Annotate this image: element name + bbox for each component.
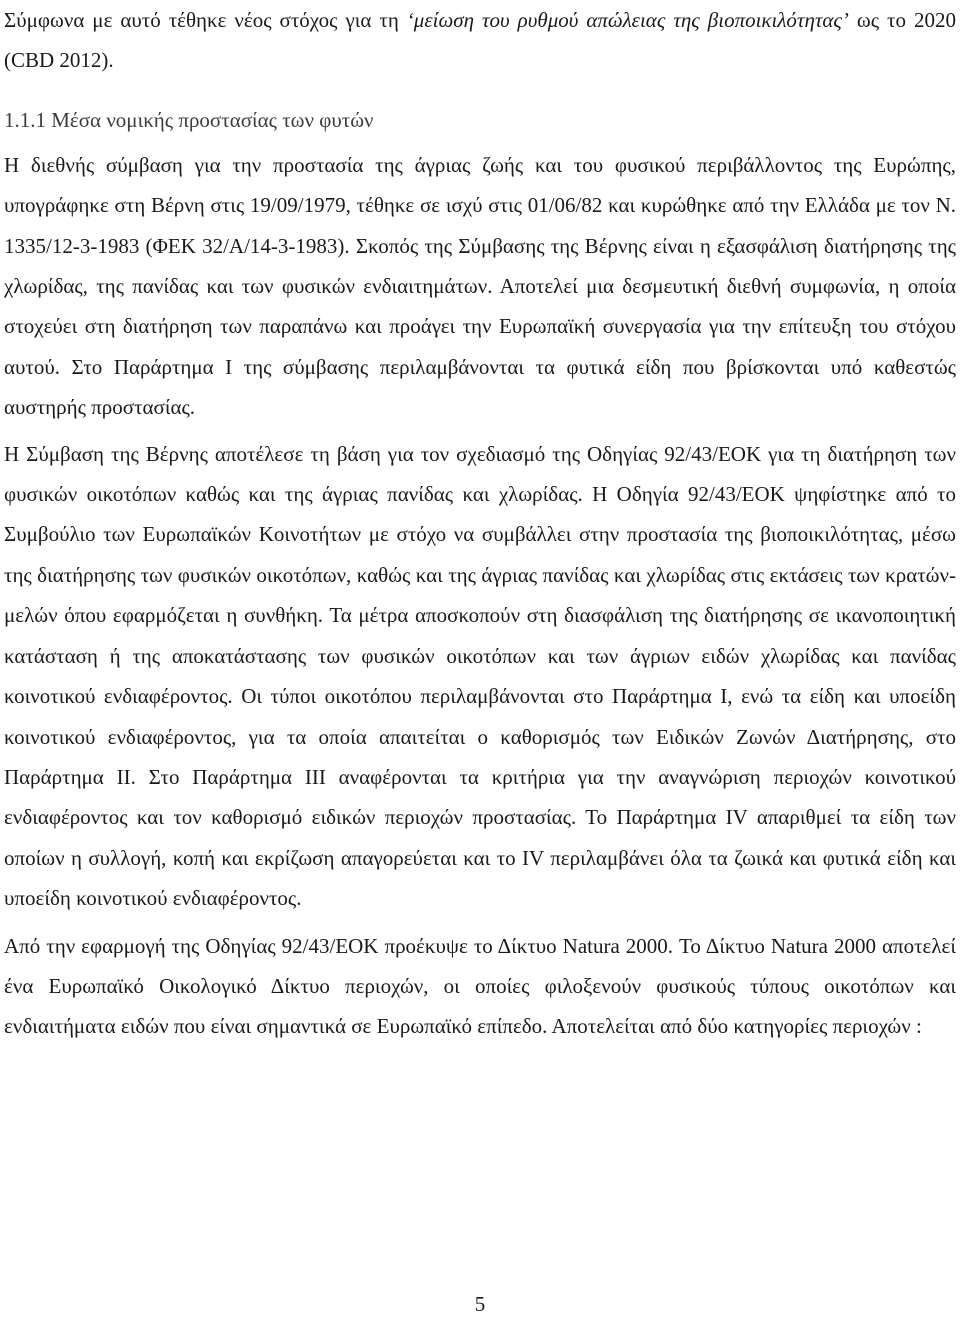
section-heading: 1.1.1 Μέσα νομικής προστασίας των φυτών	[4, 107, 374, 132]
paragraph-natura-network: Από την εφαρμογή της Οδηγίας 92/43/ΕΟΚ προέκυψε το Δίκτυο Natura 2000. Το Δίκτυο Natura 2000 αποτελεί ένα Ευρωπαϊκό Οικολογικό Δίκτυο περιοχών, οι οποίες φιλοξενούν φυσικούς τύπους οικοτόπων και ενδιαιτήματα ειδών που είναι σημαντικά σε Ευρωπαϊκό επίπεδο. Αποτελείται από δύο κατηγορίες περιοχών :	[4, 933, 956, 1039]
intro-text-a: Σύμφωνα με αυτό τέθηκε νέος στόχος για τη	[4, 8, 407, 32]
intro-text-b: ως το 2020 (CBD 2012).	[4, 8, 956, 73]
paragraph-bern-convention: Η διεθνής σύμβαση για την προστασία της άγριας ζωής και του φυσικού περιβάλλοντος της Ευρώπης, υπογράφηκε στη Βέρνη στις 19/09/1979, τέθηκε σε ισχύ στις 01/06/82 και κυρώθηκε από την Ελλάδα με τον Ν. 1335/12-3-1983 (ΦΕΚ 32/Α/14-3-1983). Σκοπός της Σύμβασης της Βέρνης είναι η εξασφάλιση διατήρησης της χλωρίδας, της πανίδας και των φυσικών ενδιαιτημάτων. Αποτελεί μια δεσμευτική διεθνή συμφωνία, η οποία στοχεύει στη διατήρηση των παραπάνω και προάγει την Ευρωπαϊκή συνεργασία για την επίτευξη του στόχου αυτού. Στο Παράρτημα Ι της σύμβασης περιλαμβάνονται τα φυτικά είδη που βρίσκονται υπό καθεστώς αυστηρής προστασίας.	[4, 152, 956, 420]
intro-italic-phrase: ‘μείωση του ρυθμού απώλειας της βιοποικιλότητας’	[406, 8, 849, 32]
document-page	[4, 0, 956, 1047]
page-number: 5	[474, 1292, 486, 1316]
paragraph-habitats-directive: Η Σύμβαση της Βέρνης αποτέλεσε τη βάση για τον σχεδιασμό της Οδηγίας 92/43/ΕΟΚ για τη διατήρηση των φυσικών οικοτόπων καθώς και της άγριας πανίδας και χλωρίδας. Η Οδηγία 92/43/ΕΟΚ ψηφίστηκε από το Συμβούλιο των Ευρωπαϊκών Κοινοτήτων με στόχο να συμβάλλει στην προστασία της βιοποικιλότητας, μέσω της διατήρησης των φυσικών οικοτόπων, καθώς και της άγριας πανίδας και χλωρίδας στις εκτάσεις των κρατών-μελών όπου εφαρμόζεται η συνθήκη. Τα μέτρα αποσκοπούν στη διασφάλιση της διατήρησης σε ικανοποιητική κατάσταση ή της αποκατάστασης των φυσικών οικοτόπων και των άγριων ειδών χλωρίδας και πανίδας κοινοτικού ενδιαφέροντος. Οι τύποι οικοτόπου περιλαμβάνονται στο Παράρτημα Ι, ενώ τα είδη και υποείδη κοινοτικού ενδιαφέροντος, για τα οποία απαιτείται ο καθορισμός των Ειδικών Ζωνών Διατήρησης, στο Παράρτημα ΙΙ. Στο Παράρτημα ΙΙΙ αναφέρονται τα κριτήρια για την αναγνώριση περιοχών κοινοτικού ενδιαφέροντος και τον καθορισμό ειδικών περιοχών προστασίας. Το Παράρτημα ΙV απαριθμεί τα είδη των οποίων η συλλογή, κοπή και εκρίζωση απαγορεύεται και το ΙV περιλαμβάνει όλα τα ζωικά και φυτικά είδη και υποείδη κοινοτικού ενδιαφέροντος.	[4, 441, 956, 911]
intro-paragraph	[4, 0, 956, 81]
